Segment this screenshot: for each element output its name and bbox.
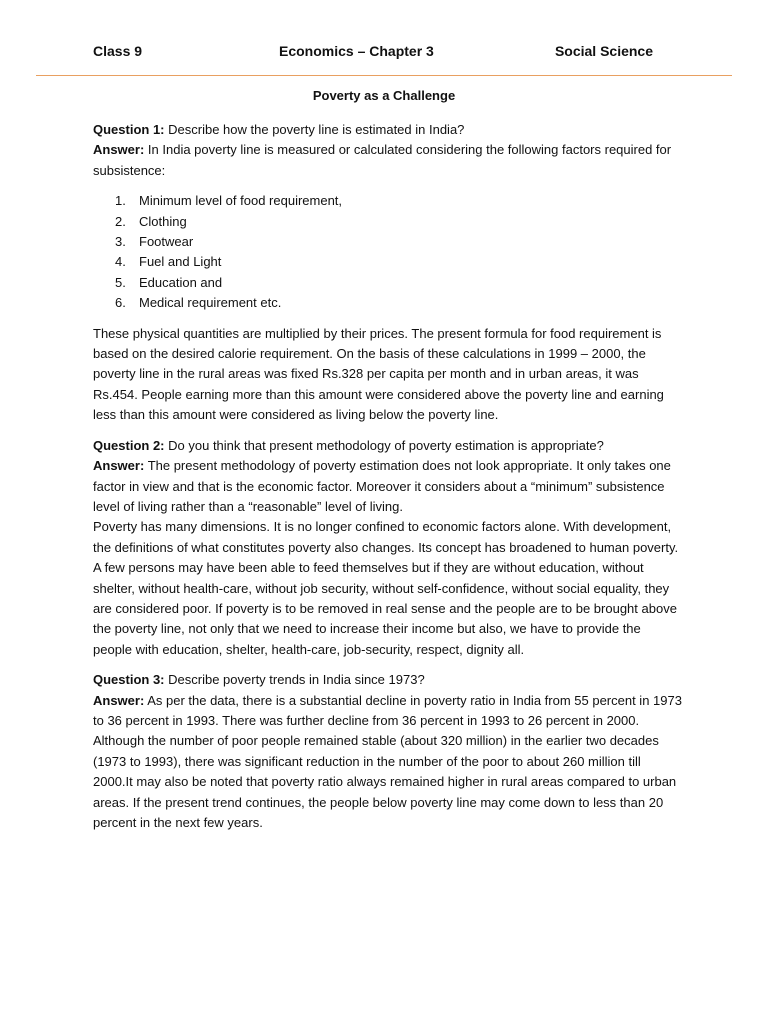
list-text: Fuel and Light [139,254,222,270]
answer-3-text: As per the data, there is a substantial decline in poverty ratio in India from 55 percent in 1973 to 36 percent in 1993. There was further decline from 36 percent in 1993 to 26 percent in 2000. Although the number of poor people remained stable (about 320 million) in the earlier two decades (1973 to 1993), there was significant reduction in the number of the poor to about 260 million till 2000.It may also be noted that poverty ratio always remained higher in rural areas compared to urban areas. If the present trend continues, the people below poverty line may come down to less than 20 percent in the next few years. [93,692,682,830]
list-item [115,191,683,211]
answer-1-label: Answer: [93,142,145,158]
answer-1 [93,140,683,181]
spacer [93,314,683,324]
question-2-text: Do you think that present methodology of poverty estimation is appropriate? [168,437,604,453]
list-item [115,252,683,272]
header-class: Class 9 [93,43,143,59]
list-item [115,232,683,252]
list-text: Medical requirement etc. [139,295,282,311]
list-number: 5. [115,274,126,290]
spacer [93,181,683,191]
list-number: 2. [115,213,126,229]
question-2-label: Question 2: [93,437,165,453]
question-3-text: Describe poverty trends in India since 1973? [168,672,425,688]
list-text: Clothing [139,213,187,229]
factor-list [93,191,683,313]
question-2 [93,436,683,456]
question-1-label: Question 1: [93,122,165,137]
page-title: Poverty as a Challenge [312,88,456,103]
list-item [115,273,683,293]
question-3 [93,670,683,690]
answer-1-paragraph: These physical quantities are multiplied by their prices. The present formula for food requirement is based on the desired calorie requirement. On the basis of these calculations in 1999 – 2000, the poverty line in the rural areas was fixed Rs.328 per capita per month and in urban areas, it was Rs.454. People earning more than this amount were considered above the poverty line and earning less than this amount were considered as living below the poverty line. [93,325,664,423]
list-item [115,212,683,232]
list-number: 6. [115,295,126,311]
page-header [93,43,653,65]
answer-1-text: In India poverty line is measured or calculated considering the following factors required for subsistence: [93,142,672,178]
answer-2 [93,456,683,517]
list-number: 4. [115,254,126,270]
list-number: 1. [115,193,126,209]
question-3-label: Question 3: [93,672,165,688]
list-item [115,293,683,313]
list-text: Education and [139,274,223,290]
spacer [93,660,683,670]
list-text: Minimum level of food requirement, [139,193,343,209]
spacer [93,426,683,436]
header-subject: Social Science [554,43,653,59]
document-body [93,120,683,833]
question-1 [93,120,683,140]
answer-2-paragraph: Poverty has many dimensions. It is no longer confined to economic factors alone. With development, the definitions of what constitutes poverty also changes. Its concept has broadened to human poverty. A few persons may have been able to feed themselves but if they are without education, without shelter, without health-care, without job security, without self-confidence, without social equality, they are considered poor. If poverty is to be removed in real sense and the people are to be brought above the poverty line, not only that we need to increase their income but also, we have to provide the people with education, shelter, health-care, job-security, respect, dignity all. [93,519,679,657]
answer-3-label: Answer: [93,692,145,708]
answer-2-label: Answer: [93,458,145,474]
list-number: 3. [115,234,126,250]
answer-3 [93,691,683,834]
answer-2-text: The present methodology of poverty estimation does not look appropriate. It only takes one factor in view and that is the economic factor. Moreover it considers about a “minimum” subsistence level of living rather than a “reasonable” level of living. [93,458,671,514]
header-chapter: Economics – Chapter 3 [279,43,434,59]
header-divider [36,75,732,76]
question-1-text: Describe how the poverty line is estimated in India? [168,122,465,137]
list-text: Footwear [139,234,194,250]
